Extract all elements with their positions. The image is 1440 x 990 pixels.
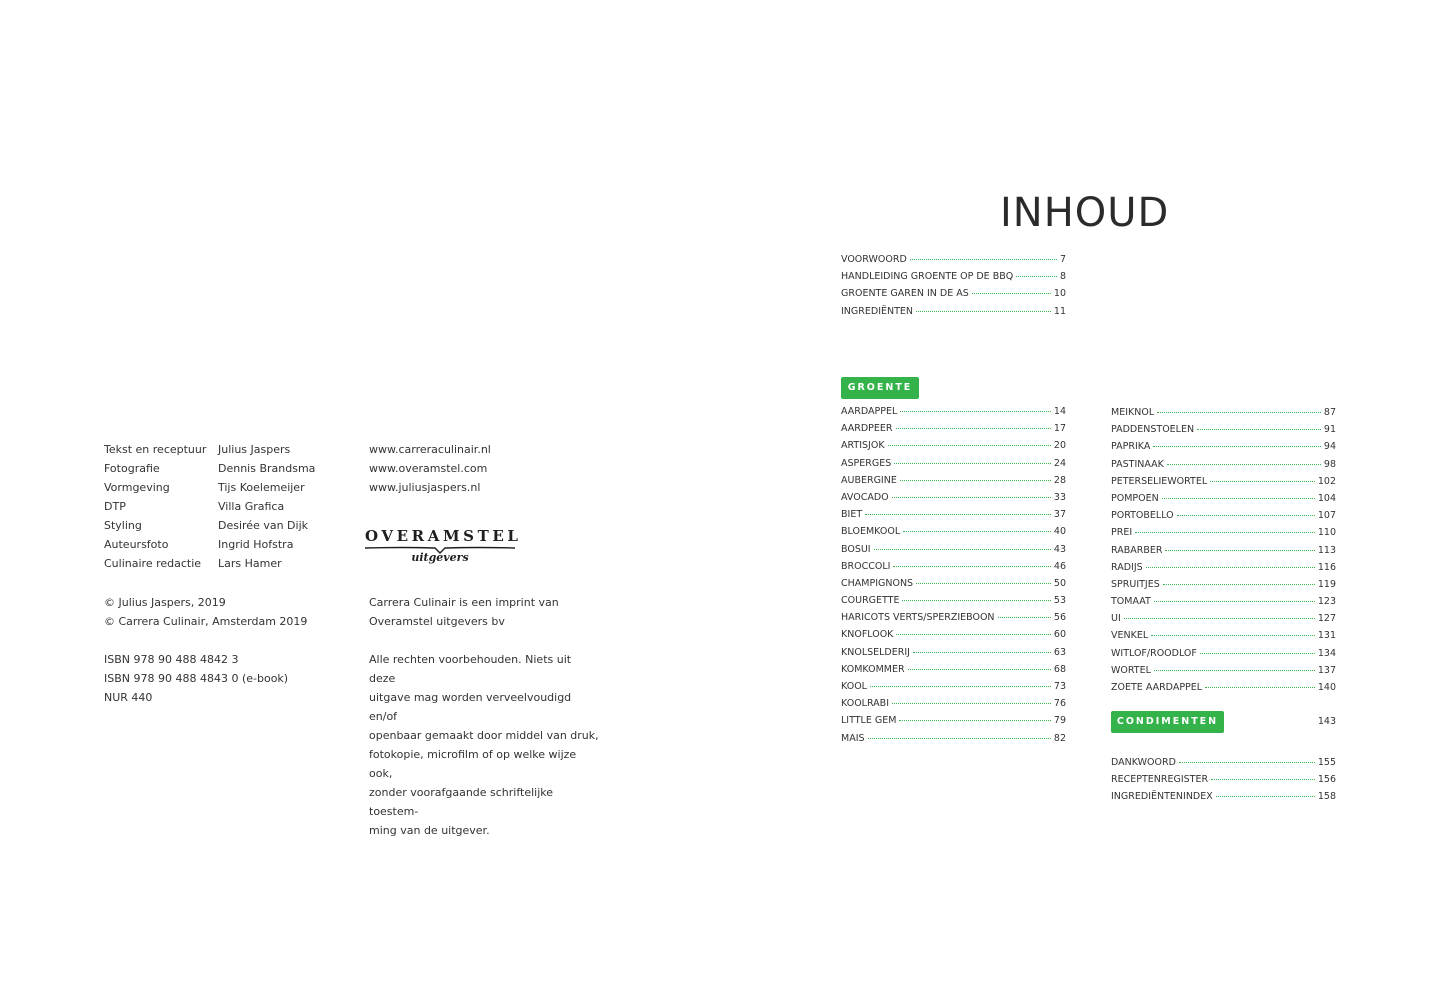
- toc-item-page: 116: [1317, 561, 1336, 573]
- toc-item-page: 56: [1053, 612, 1066, 624]
- toc-item-page: 10: [1053, 288, 1066, 300]
- toc-item-page: 8: [1059, 271, 1066, 283]
- copyright-line: © Carrera Culinair, Amsterdam 2019: [104, 615, 308, 628]
- rights-line: zonder voorafgaande schriftelijke toestem-: [369, 786, 554, 818]
- isbn-line: ISBN 978 90 488 4843 0 (e-book): [104, 672, 289, 685]
- toc-item-label: BLOEMKOOL: [841, 526, 901, 538]
- toc-dot-leader: [868, 737, 1051, 739]
- toc-item-page: 24: [1053, 457, 1066, 469]
- toc-dot-leader: [1162, 497, 1315, 499]
- toc-item[interactable]: [841, 420, 1066, 437]
- credit-role: Vormgeving: [104, 481, 170, 494]
- credit-name: Julius Jaspers: [218, 443, 291, 456]
- toc-dot-leader: [1210, 480, 1315, 482]
- toc-item-label: KOMKOMMER: [841, 663, 905, 675]
- credits-list: [104, 440, 368, 573]
- toc-item-label: AARDAPPEL: [841, 406, 898, 417]
- toc-item-label: PREI: [1111, 527, 1133, 539]
- toc-item-page: 53: [1053, 595, 1066, 607]
- toc-intro-list: [841, 251, 1066, 320]
- toc-item[interactable]: [1111, 662, 1336, 679]
- toc-item[interactable]: [1111, 771, 1336, 788]
- toc-item[interactable]: [841, 523, 1066, 540]
- logo-wordmark: OVERAMSTEL: [365, 527, 522, 545]
- toc-groente-column-1: [841, 403, 1066, 747]
- toc-item[interactable]: [1111, 542, 1336, 559]
- toc-item-label: HANDLEIDING GROENTE OP DE BBQ: [841, 271, 1014, 283]
- toc-item-label: KNOLSELDERIJ: [841, 646, 910, 658]
- toc-item-label: COURGETTE: [841, 595, 900, 607]
- credit-name: Villa Grafica: [218, 500, 285, 513]
- section-badge-condimenten[interactable]: CONDIMENTEN: [1111, 711, 1224, 733]
- toc-item[interactable]: [1111, 788, 1336, 805]
- imprint-block: [369, 593, 599, 631]
- toc-item-page: 68: [1053, 663, 1066, 675]
- toc-item[interactable]: [841, 303, 1066, 320]
- toc-dot-leader: [865, 513, 1051, 515]
- toc-dot-leader: [1016, 275, 1057, 277]
- toc-dot-leader: [902, 599, 1050, 601]
- credit-role: Styling: [104, 519, 142, 532]
- toc-item[interactable]: [841, 661, 1066, 678]
- toc-dot-leader: [892, 496, 1051, 498]
- toc-dot-leader: [900, 410, 1051, 412]
- toc-dot-leader: [1165, 549, 1314, 551]
- toc-item[interactable]: [1111, 679, 1336, 696]
- toc-item[interactable]: [1111, 593, 1336, 610]
- toc-item-label: PETERSELIEWORTEL: [1111, 475, 1208, 487]
- isbn-line: ISBN 978 90 488 4842 3: [104, 653, 239, 666]
- toc-item-label: WITLOF/ROODLOF: [1111, 647, 1197, 659]
- rights-line: fotokopie, microfilm of op welke wijze ook,: [369, 748, 577, 780]
- toc-dot-leader: [892, 702, 1051, 704]
- credit-name: Tijs Koelemeijer: [218, 481, 305, 494]
- overamstel-logo: [362, 527, 522, 564]
- toc-item[interactable]: [1111, 559, 1336, 576]
- toc-item[interactable]: [841, 489, 1066, 506]
- isbn-line: NUR 440: [104, 691, 153, 704]
- toc-item[interactable]: [841, 251, 1066, 268]
- toc-dot-leader: [1124, 617, 1315, 619]
- toc-item-label: DANKWOORD: [1111, 757, 1176, 768]
- toc-item-page: 79: [1053, 715, 1066, 727]
- toc-dot-leader: [1179, 761, 1315, 763]
- toc-dot-leader: [1205, 686, 1315, 688]
- copyright-block: [104, 593, 307, 631]
- toc-item-label: INGREDIËNTEN: [841, 305, 914, 317]
- credit-name: Lars Hamer: [218, 557, 282, 570]
- toc-item-label: BOSUI: [841, 543, 871, 555]
- toc-item-label: TOMAAT: [1111, 596, 1151, 608]
- toc-item-label: KOOL: [841, 681, 867, 692]
- toc-item[interactable]: [841, 644, 1066, 661]
- credit-row: [104, 554, 368, 573]
- toc-item-page: 60: [1053, 629, 1066, 641]
- toc-dot-leader: [1153, 445, 1321, 447]
- toc-item-label: RADIJS: [1111, 561, 1143, 573]
- toc-item[interactable]: [841, 268, 1066, 285]
- rights-line: openbaar gemaakt door middel van druk,: [369, 729, 599, 742]
- credit-role: Auteursfoto: [104, 538, 169, 551]
- credit-role: DTP: [104, 500, 126, 513]
- toc-item-page: 156: [1317, 774, 1336, 786]
- toc-dot-leader: [888, 444, 1051, 446]
- toc-item-label: KOOLRABI: [841, 698, 889, 710]
- toc-item[interactable]: [841, 609, 1066, 626]
- toc-item-label: PORTOBELLO: [1111, 510, 1174, 522]
- toc-groente-column-2: [1111, 404, 1336, 696]
- toc-item-label: ZOETE AARDAPPEL: [1111, 682, 1203, 693]
- credit-row: [104, 478, 368, 497]
- credit-row: [104, 459, 368, 478]
- toc-item[interactable]: [841, 472, 1066, 489]
- credit-name: Dennis Brandsma: [218, 462, 316, 475]
- toc-item-page: 17: [1053, 423, 1066, 435]
- toc-item-label: KNOFLOOK: [841, 629, 894, 641]
- website-link[interactable]: www.carreraculinair.nl: [369, 443, 491, 456]
- toc-item-page: 98: [1323, 458, 1336, 470]
- condimenten-page-number: 143: [1317, 716, 1336, 727]
- toc-item-label: ASPERGES: [841, 457, 892, 469]
- toc-item-page: 102: [1317, 475, 1336, 487]
- toc-item[interactable]: [841, 626, 1066, 643]
- toc-dot-leader: [910, 258, 1057, 260]
- page-title: INHOUD: [1000, 190, 1170, 236]
- toc-item-page: 46: [1053, 560, 1066, 572]
- toc-item-page: 37: [1053, 509, 1066, 521]
- credit-row: [104, 535, 368, 554]
- toc-item-page: 127: [1317, 613, 1336, 625]
- toc-item-page: 94: [1323, 441, 1336, 453]
- toc-item[interactable]: [1111, 456, 1336, 473]
- toc-dot-leader: [1154, 600, 1315, 602]
- toc-closing-list: [1111, 754, 1336, 806]
- toc-dot-leader: [1146, 566, 1315, 568]
- toc-dot-leader: [1135, 531, 1315, 533]
- credit-row: [104, 497, 368, 516]
- toc-dot-leader: [1200, 652, 1315, 654]
- toc-dot-leader: [893, 565, 1050, 567]
- toc-dot-leader: [916, 582, 1051, 584]
- toc-item[interactable]: [841, 712, 1066, 729]
- toc-item-page: 131: [1317, 630, 1336, 642]
- toc-dot-leader: [896, 633, 1050, 635]
- rights-block: [369, 650, 599, 840]
- toc-dot-leader: [896, 427, 1051, 429]
- toc-item-label: BROCCOLI: [841, 560, 891, 572]
- toc-dot-leader: [972, 292, 1051, 294]
- toc-item[interactable]: [1111, 610, 1336, 627]
- toc-item-page: 104: [1317, 492, 1336, 504]
- toc-item[interactable]: [1111, 627, 1336, 644]
- toc-item-page: 43: [1053, 543, 1066, 555]
- toc-item-page: 155: [1317, 757, 1336, 768]
- toc-item[interactable]: [841, 575, 1066, 592]
- toc-dot-leader: [870, 685, 1051, 687]
- toc-item-page: 137: [1317, 664, 1336, 676]
- toc-item-label: POMPOEN: [1111, 492, 1159, 504]
- toc-dot-leader: [1163, 583, 1315, 585]
- toc-item-label: AVOCADO: [841, 491, 889, 503]
- toc-item-page: 11: [1053, 305, 1066, 317]
- imprint-line: Carrera Culinair is een imprint van: [369, 596, 559, 609]
- toc-item-label: INGREDIËNTENINDEX: [1111, 791, 1213, 803]
- toc-item-label: MAIS: [841, 732, 865, 744]
- toc-item-label: MEIKNOL: [1111, 407, 1155, 418]
- toc-dot-leader: [998, 616, 1051, 618]
- credit-role: Culinaire redactie: [104, 557, 202, 570]
- toc-item-label: SPRUITJES: [1111, 578, 1160, 590]
- toc-dot-leader: [900, 479, 1051, 481]
- toc-dot-leader: [913, 651, 1051, 653]
- toc-item[interactable]: [1111, 421, 1336, 438]
- toc-item[interactable]: [841, 506, 1066, 523]
- toc-item[interactable]: [1111, 645, 1336, 662]
- toc-item[interactable]: [841, 403, 1066, 420]
- toc-dot-leader: [1211, 778, 1315, 780]
- toc-item-page: 33: [1053, 491, 1066, 503]
- toc-item-label: HARICOTS VERTS/SPERZIEBOON: [841, 612, 995, 624]
- toc-item-page: 28: [1053, 474, 1066, 486]
- toc-item[interactable]: [1111, 490, 1336, 507]
- toc-item-page: 73: [1053, 681, 1066, 692]
- toc-item-label: ARTISJOK: [841, 440, 885, 452]
- toc-dot-leader: [1216, 795, 1315, 797]
- toc-item-page: 7: [1059, 254, 1066, 265]
- toc-item-page: 119: [1317, 578, 1336, 590]
- toc-dot-leader: [874, 548, 1051, 550]
- rights-line: Alle rechten voorbehouden. Niets uit deze: [369, 653, 572, 685]
- toc-item-page: 134: [1317, 647, 1336, 659]
- toc-dot-leader: [1151, 634, 1315, 636]
- toc-item-page: 107: [1317, 510, 1336, 522]
- toc-item-page: 63: [1053, 646, 1066, 658]
- toc-item-label: RECEPTENREGISTER: [1111, 774, 1209, 786]
- toc-item-label: PAPRIKA: [1111, 441, 1151, 453]
- toc-item-label: UI: [1111, 613, 1121, 625]
- credit-row: [104, 440, 368, 459]
- logo-subtitle: uitgevers: [411, 551, 469, 564]
- toc-item-label: CHAMPIGNONS: [841, 577, 914, 589]
- toc-item-label: LITTLE GEM: [841, 715, 897, 727]
- toc-dot-leader: [1177, 514, 1315, 516]
- toc-item-page: 158: [1317, 791, 1336, 803]
- toc-item-page: 14: [1053, 406, 1066, 417]
- toc-item[interactable]: [841, 455, 1066, 472]
- toc-item-page: 50: [1053, 577, 1066, 589]
- toc-item[interactable]: [1111, 507, 1336, 524]
- toc-item[interactable]: [1111, 404, 1336, 421]
- toc-item-label: GROENTE GAREN IN DE AS: [841, 288, 969, 300]
- toc-item[interactable]: [841, 695, 1066, 712]
- toc-dot-leader: [1167, 463, 1321, 465]
- toc-dot-leader: [1157, 411, 1321, 413]
- isbn-block: [104, 650, 288, 707]
- toc-item[interactable]: [1111, 754, 1336, 771]
- website-link[interactable]: www.overamstel.com: [369, 462, 488, 475]
- rights-line: uitgave mag worden verveelvoudigd en/of: [369, 691, 572, 723]
- toc-dot-leader: [908, 668, 1051, 670]
- toc-item-label: PASTINAAK: [1111, 458, 1164, 470]
- copyright-line: © Julius Jaspers, 2019: [104, 596, 226, 609]
- toc-item-label: BIET: [841, 509, 863, 521]
- toc-dot-leader: [916, 310, 1051, 312]
- imprint-line: Overamstel uitgevers bv: [369, 615, 505, 628]
- toc-item-label: AUBERGINE: [841, 474, 897, 486]
- toc-item-label: WORTEL: [1111, 664, 1151, 676]
- toc-item[interactable]: [841, 592, 1066, 609]
- toc-item[interactable]: [1111, 576, 1336, 593]
- credit-name: Desirée van Dijk: [218, 519, 309, 532]
- credit-row: [104, 516, 368, 535]
- toc-item-page: 91: [1323, 424, 1336, 436]
- credit-role: Tekst en receptuur: [104, 443, 207, 456]
- toc-item-page: 76: [1053, 698, 1066, 710]
- toc-item[interactable]: [841, 678, 1066, 695]
- website-links: [369, 440, 491, 497]
- toc-item-page: 20: [1053, 440, 1066, 452]
- toc-item[interactable]: [841, 558, 1066, 575]
- toc-item-page: 113: [1317, 544, 1336, 556]
- toc-item-label: VOORWOORD: [841, 254, 907, 265]
- website-link[interactable]: www.juliusjaspers.nl: [369, 481, 481, 494]
- toc-item-page: 82: [1053, 732, 1066, 744]
- toc-item[interactable]: [841, 541, 1066, 558]
- toc-item-label: RABARBER: [1111, 544, 1163, 556]
- toc-item-page: 87: [1323, 407, 1336, 418]
- toc-dot-leader: [894, 462, 1051, 464]
- toc-item[interactable]: [1111, 524, 1336, 541]
- toc-item[interactable]: [1111, 438, 1336, 455]
- toc-item-label: PADDENSTOELEN: [1111, 424, 1195, 436]
- toc-item[interactable]: [841, 437, 1066, 454]
- toc-item-page: 40: [1053, 526, 1066, 538]
- toc-item-label: VENKEL: [1111, 630, 1149, 642]
- toc-dot-leader: [903, 530, 1051, 532]
- credit-name: Ingrid Hofstra: [218, 538, 294, 551]
- toc-dot-leader: [1197, 428, 1321, 430]
- toc-item-label: AARDPEER: [841, 423, 893, 435]
- credit-role: Fotografie: [104, 462, 160, 475]
- toc-dot-leader: [899, 719, 1050, 721]
- rights-line: ming van de uitgever.: [369, 824, 490, 837]
- toc-item[interactable]: [1111, 473, 1336, 490]
- toc-item-page: 123: [1317, 596, 1336, 608]
- toc-dot-leader: [1154, 669, 1315, 671]
- section-badge-groente[interactable]: GROENTE: [841, 377, 919, 399]
- toc-item[interactable]: [841, 285, 1066, 302]
- toc-item-page: 110: [1317, 527, 1336, 539]
- toc-item[interactable]: [841, 730, 1066, 747]
- toc-item-page: 140: [1317, 682, 1336, 693]
